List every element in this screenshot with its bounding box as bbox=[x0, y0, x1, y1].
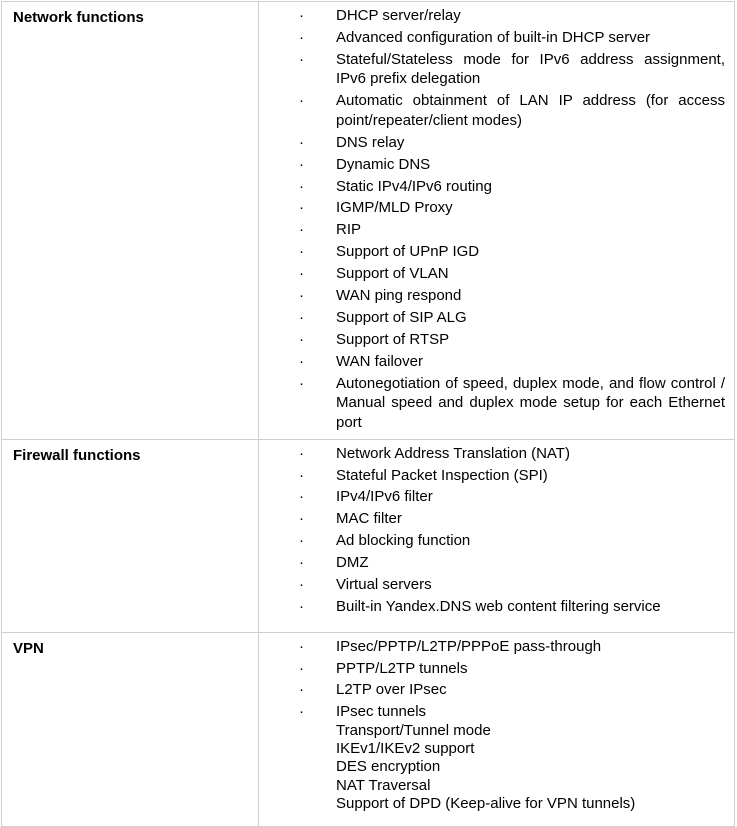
list-item bbox=[259, 308, 725, 328]
section-items-cell bbox=[259, 632, 735, 826]
bullet-icon: · bbox=[299, 308, 304, 326]
list-item bbox=[259, 531, 725, 551]
bullet-icon: · bbox=[299, 330, 304, 348]
bullet-icon: · bbox=[299, 554, 304, 572]
list-item-text: Advanced configuration of built-in DHCP server bbox=[336, 28, 651, 46]
list-item-text: Support of RTSP bbox=[336, 330, 450, 348]
bullet-icon: · bbox=[299, 155, 304, 173]
list-item-text: Ad blocking function bbox=[336, 532, 471, 550]
list-item bbox=[259, 242, 725, 262]
list-item bbox=[259, 155, 725, 175]
bullet-icon: · bbox=[299, 659, 304, 677]
list-item bbox=[259, 509, 725, 529]
list-item-text: Virtual servers bbox=[336, 575, 432, 593]
list-item bbox=[259, 597, 725, 617]
list-item bbox=[259, 444, 725, 464]
table-row-firewall-functions bbox=[2, 439, 735, 632]
list-subitem-text: Support of DPD (Keep-alive for VPN tunnels) bbox=[336, 795, 636, 813]
list-item bbox=[259, 286, 725, 306]
bullet-icon: · bbox=[299, 50, 304, 68]
list-item-text: Automatic obtainment of LAN IP address (for access point/repeater/client modes) bbox=[336, 92, 725, 129]
bullet-icon: · bbox=[299, 703, 304, 721]
list-item bbox=[259, 264, 725, 284]
list-item-text: DMZ bbox=[336, 554, 369, 572]
list-item-text: PPTP/L2TP tunnels bbox=[336, 659, 468, 677]
list-item-text: Stateful Packet Inspection (SPI) bbox=[336, 466, 548, 484]
list-subitem-text: NAT Traversal bbox=[336, 776, 431, 794]
list-item bbox=[259, 133, 725, 153]
list-item bbox=[259, 198, 725, 218]
list-item bbox=[259, 466, 725, 486]
list-item-text: IGMP/MLD Proxy bbox=[336, 199, 453, 217]
list-item bbox=[259, 50, 725, 89]
list-item-text: Support of UPnP IGD bbox=[336, 243, 480, 261]
list-item bbox=[259, 330, 725, 350]
list-item bbox=[259, 487, 725, 507]
bullet-icon: · bbox=[299, 466, 304, 484]
list-item-text: Network Address Translation (NAT) bbox=[336, 444, 570, 462]
list-item-text: Support of VLAN bbox=[336, 265, 449, 283]
list-item bbox=[259, 177, 725, 197]
list-item-text: Built-in Yandex.DNS web content filtering service bbox=[336, 597, 661, 615]
bullet-icon: · bbox=[299, 532, 304, 550]
section-items-cell bbox=[259, 439, 735, 632]
list-item bbox=[259, 659, 725, 679]
list-item-text: Stateful/Stateless mode for IPv6 address assignment, IPv6 prefix delegation bbox=[336, 50, 725, 88]
list-item-text: Static IPv4/IPv6 routing bbox=[336, 177, 492, 195]
table-row-vpn bbox=[2, 632, 735, 826]
list-item bbox=[259, 575, 725, 595]
list-item-text: DNS relay bbox=[336, 133, 405, 151]
list-item-text: Autonegotiation of speed, duplex mode, and flow control / Manual speed and duplex mode setup for each Ethernet port bbox=[336, 374, 725, 431]
bullet-icon: · bbox=[299, 510, 304, 528]
list-item-text: Dynamic DNS bbox=[336, 155, 431, 173]
bullet-icon: · bbox=[299, 488, 304, 506]
bullet-icon: · bbox=[299, 265, 304, 283]
list-item bbox=[259, 702, 725, 813]
bullet-icon: · bbox=[299, 597, 304, 615]
list-item bbox=[259, 374, 725, 433]
list-item-text: L2TP over IPsec bbox=[336, 681, 447, 699]
bullet-icon: · bbox=[299, 133, 304, 151]
list-item-text: WAN failover bbox=[336, 352, 423, 370]
bullet-icon: · bbox=[299, 575, 304, 593]
section-label: VPN bbox=[2, 632, 259, 826]
list-item-text: IPsec tunnels bbox=[336, 703, 427, 721]
spec-table bbox=[1, 1, 735, 827]
bullet-icon: · bbox=[299, 199, 304, 217]
list-subitem-text: IKEv1/IKEv2 support bbox=[336, 740, 475, 758]
feature-list-vpn bbox=[259, 637, 725, 814]
bullet-icon: · bbox=[299, 637, 304, 655]
bullet-icon: · bbox=[299, 286, 304, 304]
list-item-text: WAN ping respond bbox=[336, 286, 462, 304]
list-item bbox=[259, 637, 725, 657]
section-label: Firewall functions bbox=[2, 439, 259, 632]
bullet-icon: · bbox=[299, 352, 304, 370]
bullet-icon: · bbox=[299, 177, 304, 195]
list-item-text: DHCP server/relay bbox=[336, 7, 461, 24]
bullet-icon: · bbox=[299, 92, 304, 110]
bullet-icon: · bbox=[299, 7, 304, 24]
list-item bbox=[259, 553, 725, 573]
list-subitem-text: DES encryption bbox=[336, 758, 441, 776]
list-item bbox=[259, 680, 725, 700]
list-item bbox=[259, 220, 725, 240]
bullet-icon: · bbox=[299, 444, 304, 462]
section-items-cell bbox=[259, 2, 735, 440]
bullet-icon: · bbox=[299, 221, 304, 239]
feature-list-firewall bbox=[259, 444, 725, 617]
list-item-text: MAC filter bbox=[336, 510, 402, 528]
list-item bbox=[259, 91, 725, 130]
section-label: Network functions bbox=[2, 2, 259, 440]
list-item-text: Support of SIP ALG bbox=[336, 308, 467, 326]
bullet-icon: · bbox=[299, 374, 304, 392]
list-item bbox=[259, 6, 725, 26]
feature-list-network bbox=[259, 6, 725, 432]
list-item bbox=[259, 28, 725, 48]
list-item-text: RIP bbox=[336, 221, 362, 239]
list-item-text: IPv4/IPv6 filter bbox=[336, 488, 433, 506]
list-subitem-text: Transport/Tunnel mode bbox=[336, 721, 491, 739]
list-item bbox=[259, 352, 725, 372]
bullet-icon: · bbox=[299, 681, 304, 699]
bullet-icon: · bbox=[299, 243, 304, 261]
list-item-text: IPsec/PPTP/L2TP/PPPoE pass-through bbox=[336, 637, 602, 655]
table-row-network-functions bbox=[2, 2, 735, 440]
bullet-icon: · bbox=[299, 28, 304, 46]
